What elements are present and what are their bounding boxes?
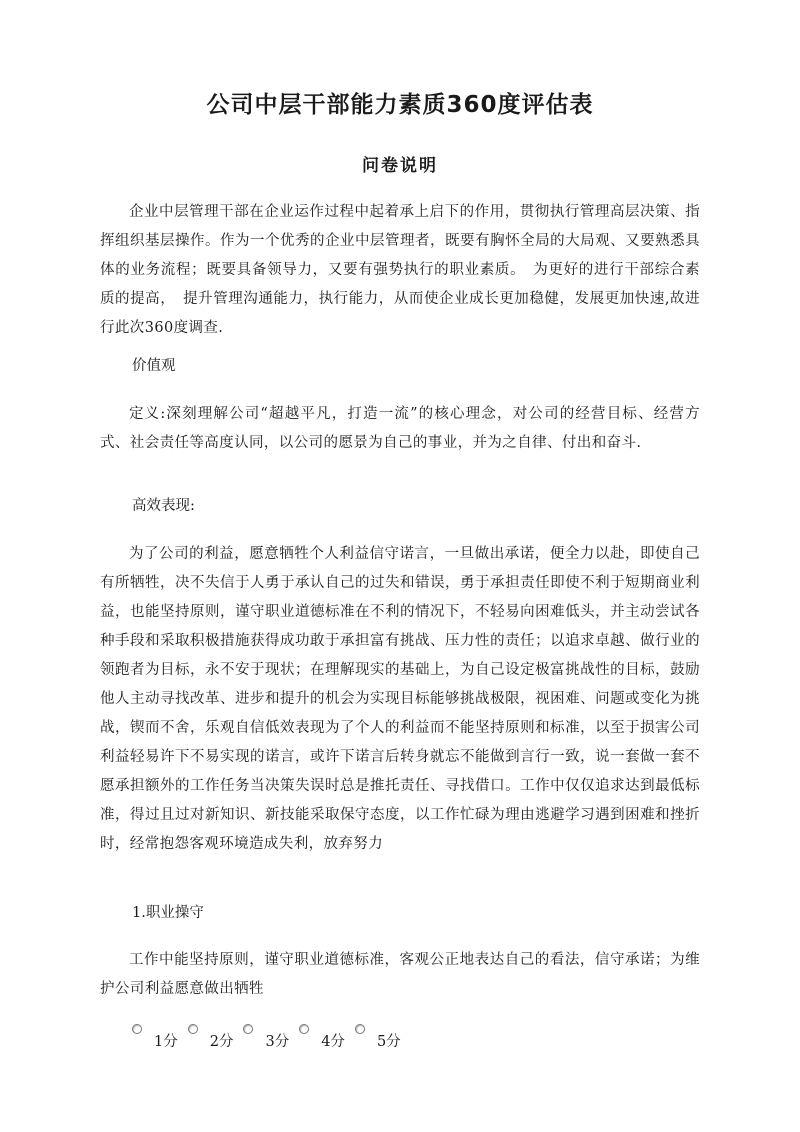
definition-paragraph: 定义:深刻理解公司“超越平凡，打造一流”的核心理念，对公司的经营目标、经营方式、社会责任等高度认同，以公司的愿景为自己的事业，并为之自律、付出和奋斗. [100, 406, 700, 451]
rating-option-5[interactable] [355, 1024, 401, 1051]
rating-option-label: 2分 [209, 1034, 234, 1050]
values-heading: 价值观 [132, 358, 176, 374]
rating-option-2[interactable] [188, 1024, 234, 1051]
intro-paragraph: 企业中层管理干部在企业运作过程中起着承上启下的作用，贯彻执行管理高层决策、指挥组织基层操作。作为一个优秀的企业中层管理者，既要有胸怀全局的大局观、又要熟悉具体的业务流程；既要具备领导力，又要有强势执行的职业素质。 为更好的进行干部综合素质的提高， 提升管理沟通能力，执行能力，从而使企业成长更加稳健，发展更加快速,故进行此次360度调查. [100, 204, 700, 336]
document-title: 公司中层干部能力素质360度评估表 [206, 92, 594, 118]
rating-option-4[interactable] [299, 1024, 345, 1051]
efficient-paragraph: 为了公司的利益，愿意牺牲个人利益信守诺言，一旦做出承诺，便全力以赴，即使自己有所牺牲，决不失信于人勇于承认自己的过失和错误，勇于承担责任即使不利于短期商业利益，也能坚持原则，谨守职业道德标准在不利的情况下，不轻易向困难低头，并主动尝试各种手段和采取积极措施获得成功敢于承担富有挑战、压力性的责任；以追求卓越、做行业的领跑者为目标，永不安于现状；在理解现实的基础上，为自己设定极富挑战性的目标，鼓励他人主动寻找改革、进步和提升的机会为实现目标能够挑战极限，视困难、问题或变化为挑战，锲而不舍，乐观自信低效表现为了个人的利益而不能坚持原则和标准，以至于损害公司利益轻易许下不易实现的诺言，或许下诺言后转身就忘不能做到言行一致，说一套做一套不愿承担额外的工作任务当决策失误时总是推托责任、寻找借口。工作中仅仅追求达到最低标准，得过且过对新知识、新技能采取保守态度，以工作忙碌为理由逃避学习遇到困难和挫折时，经常抱怨客观环境造成失利，放弃努力 [100, 546, 700, 852]
rating-option-label: 1分 [154, 1034, 178, 1050]
radio-button-icon[interactable] [188, 1024, 198, 1034]
rating-option-label: 3分 [265, 1034, 290, 1050]
question-title: 1.职业操守 [132, 905, 204, 921]
rating-option-label: 4分 [321, 1034, 345, 1050]
question-text: 工作中能坚持原则，谨守职业道德标准，客观公正地表达自己的看法，信守承诺；为维护公司利益愿意做出牺牲 [100, 952, 700, 997]
efficient-heading: 高效表现: [132, 498, 195, 514]
rating-options [132, 1024, 411, 1051]
radio-button-icon[interactable] [132, 1024, 142, 1034]
rating-option-1[interactable] [132, 1024, 178, 1051]
radio-button-icon[interactable] [355, 1024, 365, 1034]
radio-button-icon[interactable] [299, 1024, 309, 1034]
rating-option-3[interactable] [243, 1024, 289, 1051]
radio-button-icon[interactable] [243, 1024, 253, 1034]
rating-option-label: 5分 [376, 1034, 401, 1050]
section-subtitle: 问卷说明 [362, 156, 438, 176]
